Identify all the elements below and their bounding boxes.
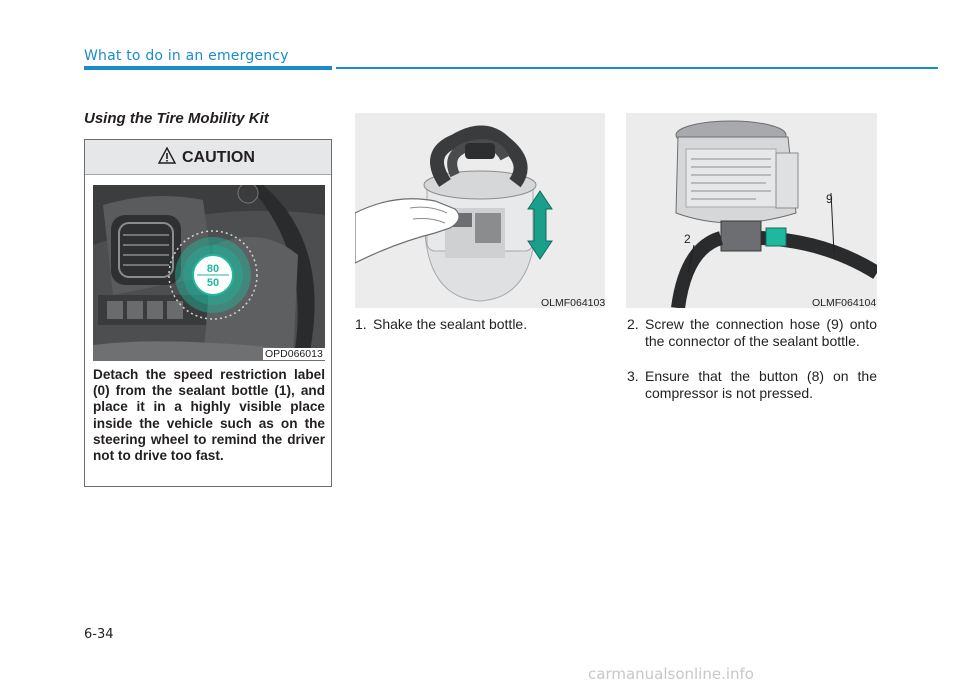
caution-box xyxy=(84,139,332,487)
step-1 xyxy=(355,316,605,333)
step-text: Shake the sealant bottle. xyxy=(373,316,528,332)
callout-9: 9 xyxy=(826,192,833,206)
step-3 xyxy=(627,368,877,402)
caution-title: CAUTION xyxy=(182,149,255,166)
speed-label-bottom: 50 xyxy=(206,277,220,289)
shake-bottle-illustration xyxy=(355,113,605,308)
warning-triangle-icon xyxy=(158,147,176,165)
page-number: 6-34 xyxy=(84,627,114,642)
header-rule-thin xyxy=(336,67,938,69)
caution-text: Detach the speed restriction label (0) from the sealant bottle (1), and place it in a highly visible place inside the vehicle such as on the steering wheel to remind the driver not to drive too fast. xyxy=(93,367,325,464)
header-rule-thick xyxy=(84,66,332,70)
watermark: carmanualsonline.info xyxy=(588,665,754,683)
step-number: 2. xyxy=(627,316,639,332)
speed-label-top: 80 xyxy=(206,263,220,275)
dashboard-illustration xyxy=(93,185,325,361)
figure-code: OLMF064103 xyxy=(541,297,606,309)
connection-hose-illustration xyxy=(626,113,877,308)
step-text: Screw the connection hose (9) onto the connector of the sealant bottle. xyxy=(645,316,877,349)
section-heading: Using the Tire Mobility Kit xyxy=(84,110,269,127)
step-number: 1. xyxy=(355,316,367,332)
step-number: 3. xyxy=(627,368,639,384)
caution-header xyxy=(85,140,331,175)
figure-code: OPD066013 xyxy=(265,348,323,360)
figure-code: OLMF064104 xyxy=(812,297,877,309)
section-header-title: What to do in an emergency xyxy=(84,48,289,64)
step-text: Ensure that the button (8) on the compressor is not pressed. xyxy=(645,368,877,401)
callout-2: 2 xyxy=(684,232,691,246)
step-2 xyxy=(627,316,877,350)
